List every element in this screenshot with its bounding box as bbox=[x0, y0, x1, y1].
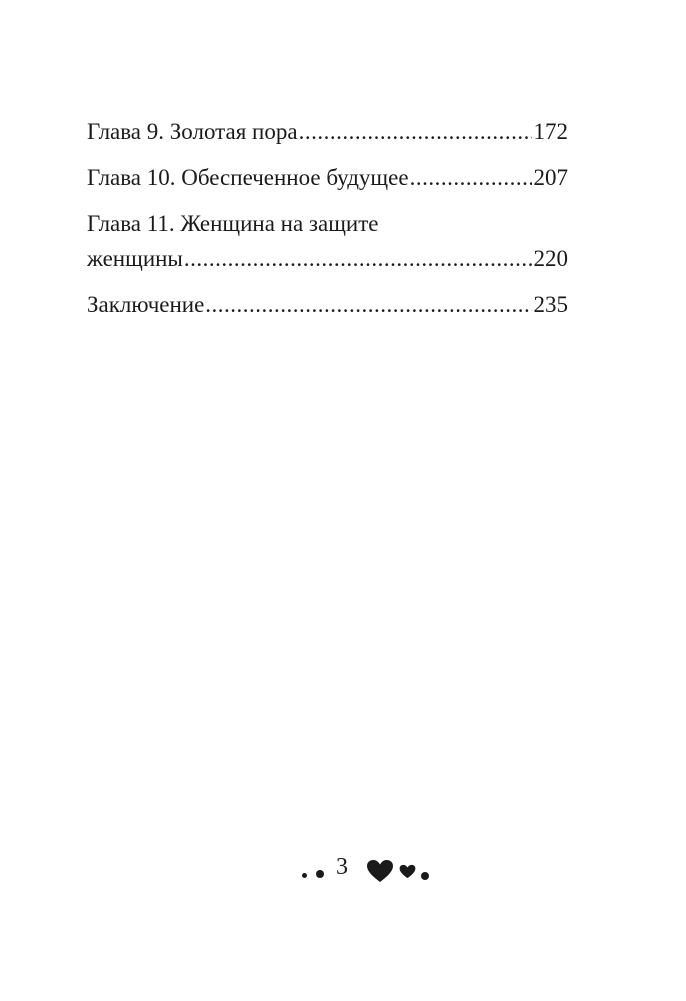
dot-leader bbox=[410, 160, 532, 195]
toc-entry-chapter-9 bbox=[87, 114, 568, 149]
dot-icon bbox=[302, 873, 307, 878]
toc-line bbox=[87, 287, 568, 322]
toc-line bbox=[87, 160, 568, 195]
toc-entry-page: 220 bbox=[533, 246, 568, 271]
table-of-contents bbox=[87, 114, 568, 333]
toc-entry-title: Заключение bbox=[87, 292, 205, 317]
heart-icon bbox=[399, 864, 416, 879]
toc-entry-title-line-2: женщины bbox=[87, 246, 183, 271]
dot-leader bbox=[184, 241, 532, 276]
page-footer bbox=[0, 850, 686, 890]
toc-entry-chapter-10 bbox=[87, 160, 568, 195]
toc-entry-page: 207 bbox=[533, 165, 568, 190]
dot-leader bbox=[299, 114, 532, 149]
page-number: 3 bbox=[336, 854, 348, 880]
toc-entry-title: Глава 10. Обеспеченное будущее bbox=[87, 165, 409, 190]
toc-entry-title-line-1: Глава 11. Женщина на защите bbox=[87, 211, 379, 236]
toc-line bbox=[87, 114, 568, 149]
toc-entry-chapter-11 bbox=[87, 206, 568, 276]
toc-entry-page: 235 bbox=[533, 292, 568, 317]
dot-icon bbox=[316, 870, 324, 878]
heart-icon bbox=[366, 859, 394, 883]
dot-leader bbox=[205, 287, 531, 322]
dot-icon bbox=[421, 872, 429, 880]
toc-line bbox=[87, 241, 568, 276]
toc-entry-page: 172 bbox=[533, 119, 568, 144]
toc-entry-title: Глава 9. Золотая пора bbox=[87, 119, 298, 144]
toc-entry-conclusion bbox=[87, 287, 568, 322]
